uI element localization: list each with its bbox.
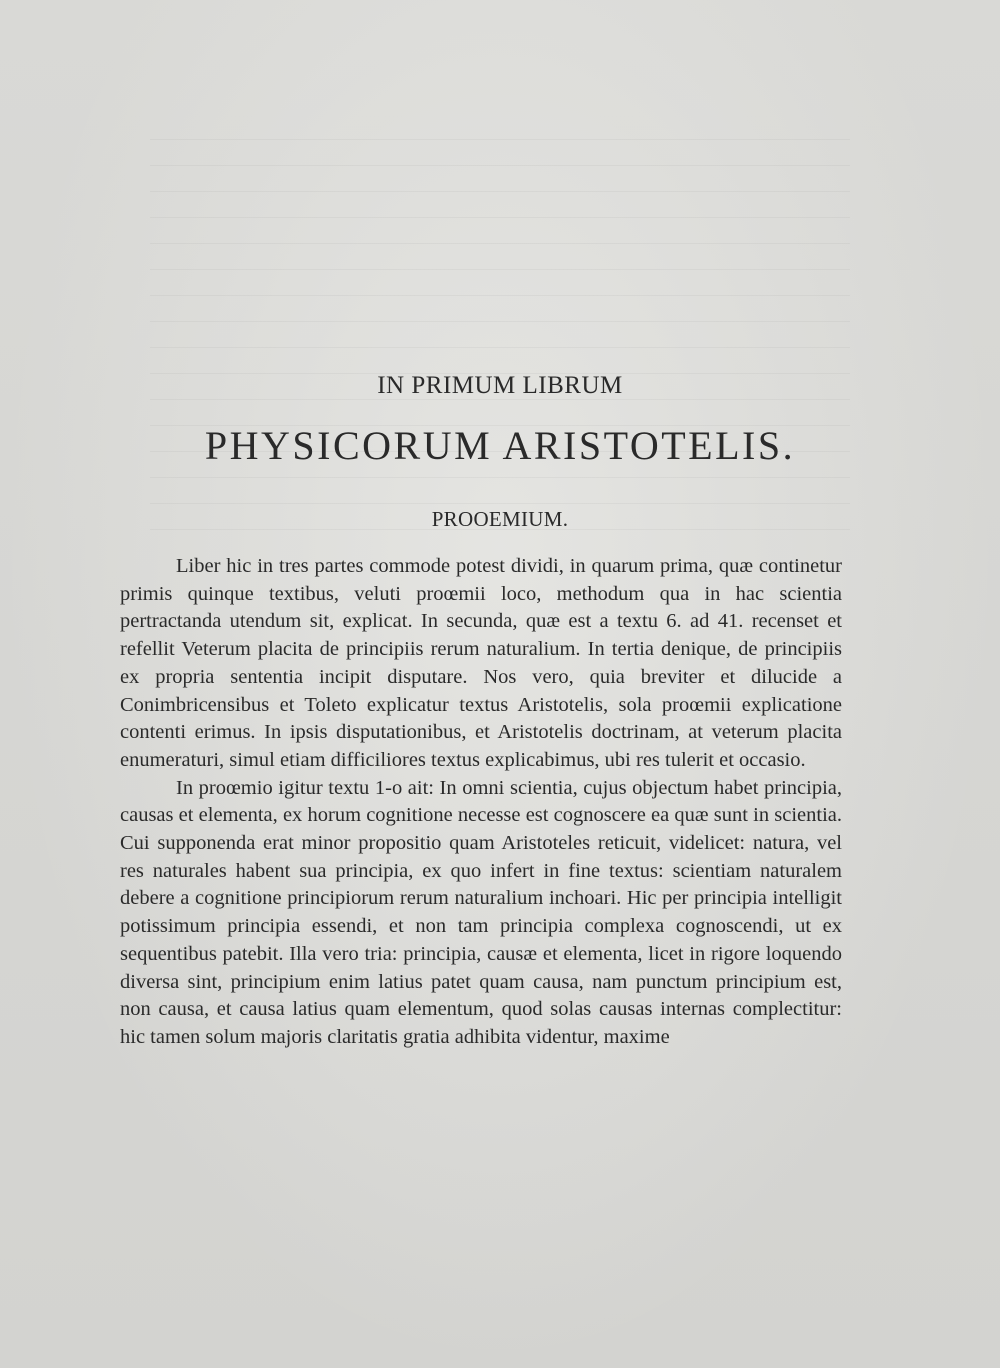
- show-through-texture: [150, 130, 850, 530]
- header-line-1: IN PRIMUM LIBRUM: [377, 372, 623, 399]
- section-heading: PROOEMIUM.: [431, 507, 569, 531]
- paragraph-1: Liber hic in tres partes commode potest dividi, in quarum prima, quæ continetur primis quinque textibus, veluti proœmii loco, methodum qua in hac scientia pertractanda utendum sit, explicat. In secunda, quæ est a textu 6. ad 41. recenset et refellit Veterum placita de principiis rerum naturalium. In tertia denique, de principiis ex propria sententia incipit disputare. Nos vero, quia breviter et dilucide a Conimbricensibus et Toleto explicatur textus Aristotelis, sola proœmii explicatione contenti erimus. In ipsis disputationibus, et Aristotelis doctrinam, at veterum placita enumeraturi, simul etiam difficiliores textus explicabimus, ubi res tulerit et occasio.: [120, 555, 842, 771]
- paragraph-2: In proœmio igitur textu 1-o ait: In omni scientia, cujus objectum habet principia, causas et elementa, ex horum cognitione necesse est cognoscere ea quæ sunt in scientia. Cui supponenda erat minor propositio quam Aristoteles reticuit, videlicet: natura, vel res naturales habent sua principia, ex quo infert in fine textus: scientiam naturalem debere a cognitione principiorum rerum naturalium inchoari. Hic per principia intelligit potissimum principia essendi, et non tam principia complexa cognoscendi, ut ex sequentibus patebit. Illa vero tria: principia, causæ et elementa, licet in rigore loquendo diversa sint, principium enim latius patet quam causa, nam punctum principium est, non causa, et causa latius quam elementum, quod solas causas internas complectitur: hic tamen solum majoris claritatis gratia adhibita videntur, maxime: [120, 776, 842, 1048]
- body-text: [120, 553, 842, 1052]
- header-title: PHYSICORUM ARISTOTELIS.: [204, 423, 796, 468]
